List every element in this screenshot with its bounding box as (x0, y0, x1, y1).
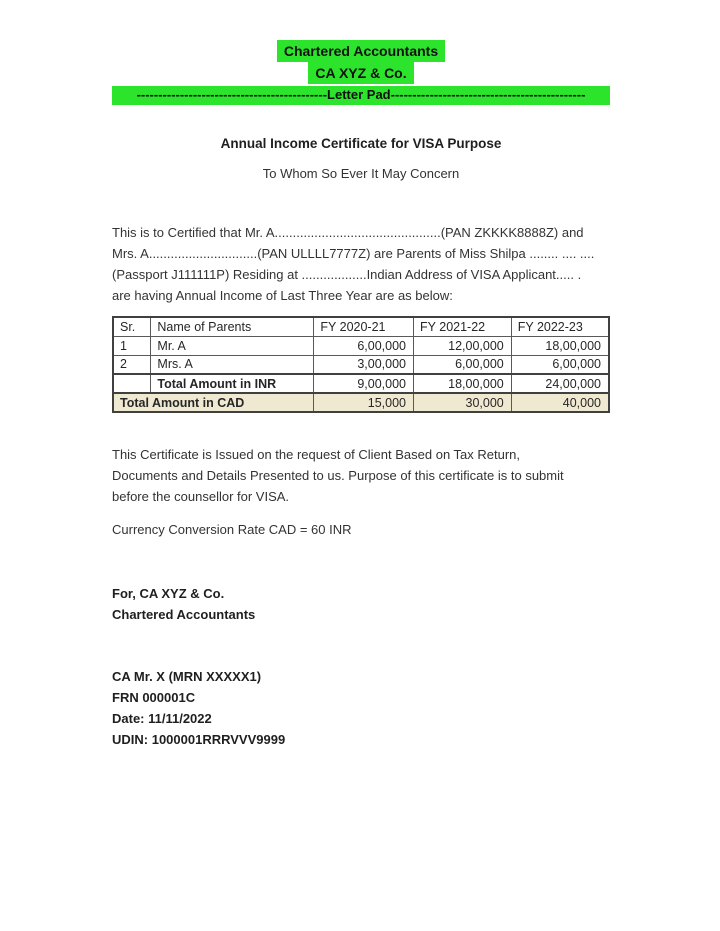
header-sr: Sr. (113, 317, 151, 336)
cell-fy3: 6,00,000 (511, 355, 609, 374)
intro-line: are having Annual Income of Last Three Year are as below: (112, 288, 453, 303)
cell-fy3: 24,00,000 (511, 374, 609, 393)
cell-fy1: 3,00,000 (314, 355, 414, 374)
salutation: To Whom So Ever It May Concern (262, 166, 460, 181)
header-fy-2020-21: FY 2020-21 (314, 317, 414, 336)
cell-fy2: 6,00,000 (414, 355, 512, 374)
intro-line: Mrs. A..............................(PAN ULLLL7777Z) are Parents of Miss Shilpa ........ .... .... (112, 246, 595, 261)
issue-date: Date: 11/11/2022 (112, 711, 212, 726)
total-inr-label: Total Amount in INR (151, 374, 314, 393)
intro-line: This is to Certified that Mr. A..............................................(PAN ZKKKK8888Z) and (112, 225, 584, 240)
total-cad-row (113, 393, 609, 412)
signature-details (112, 666, 610, 750)
cell-fy3: 18,00,000 (511, 336, 609, 355)
closing-paragraph (112, 444, 610, 507)
cell-fy1: 15,000 (314, 393, 414, 412)
cell-sr: 2 (113, 355, 151, 374)
signature-designation: Chartered Accountants (112, 607, 256, 622)
letterhead-profession-line (112, 40, 610, 62)
cell-fy1: 6,00,000 (314, 336, 414, 355)
header-name: Name of Parents (151, 317, 314, 336)
cell-name: Mr. A (151, 336, 314, 355)
cell-fy3: 40,000 (511, 393, 609, 412)
closing-line: before the counsellor for VISA. (112, 489, 290, 504)
firm-profession: Chartered Accountants (277, 40, 445, 62)
total-inr-row (113, 374, 609, 393)
table-row (113, 355, 609, 374)
signature-block (112, 583, 610, 625)
cell-name: Mrs. A (151, 355, 314, 374)
conversion-note: Currency Conversion Rate CAD = 60 INR (112, 522, 352, 537)
letter-pad-banner: --------------------------------------------Letter Pad--------------------------------------------- (112, 86, 610, 105)
frn-number: FRN 000001C (112, 690, 196, 705)
header-fy-2022-23: FY 2022-23 (511, 317, 609, 336)
header-fy-2021-22: FY 2021-22 (414, 317, 512, 336)
document-content (112, 40, 610, 750)
firm-name: CA XYZ & Co. (308, 62, 413, 84)
cell-sr (113, 374, 151, 393)
cell-fy2: 12,00,000 (414, 336, 512, 355)
cell-fy2: 30,000 (414, 393, 512, 412)
closing-line: Documents and Details Presented to us. Purpose of this certificate is to submit (112, 468, 564, 483)
document-title: Annual Income Certificate for VISA Purpose (220, 136, 502, 151)
cell-sr: 1 (113, 336, 151, 355)
cell-fy2: 18,00,000 (414, 374, 512, 393)
income-table (112, 316, 610, 413)
udin-number: UDIN: 1000001RRRVVV9999 (112, 732, 286, 747)
total-cad-label: Total Amount in CAD (113, 393, 314, 412)
intro-paragraph (112, 222, 610, 306)
signature-for-line: For, CA XYZ & Co. (112, 586, 225, 601)
cell-fy1: 9,00,000 (314, 374, 414, 393)
signatory-name: CA Mr. X (MRN XXXXX1) (112, 669, 262, 684)
table-row (113, 336, 609, 355)
letterhead-firm-line (112, 62, 610, 84)
closing-line: This Certificate is Issued on the request of Client Based on Tax Return, (112, 447, 521, 462)
intro-line: (Passport J111111P) Residing at ..................Indian Address of VISA Applicant..... . (112, 267, 582, 282)
table-header-row (113, 317, 609, 336)
